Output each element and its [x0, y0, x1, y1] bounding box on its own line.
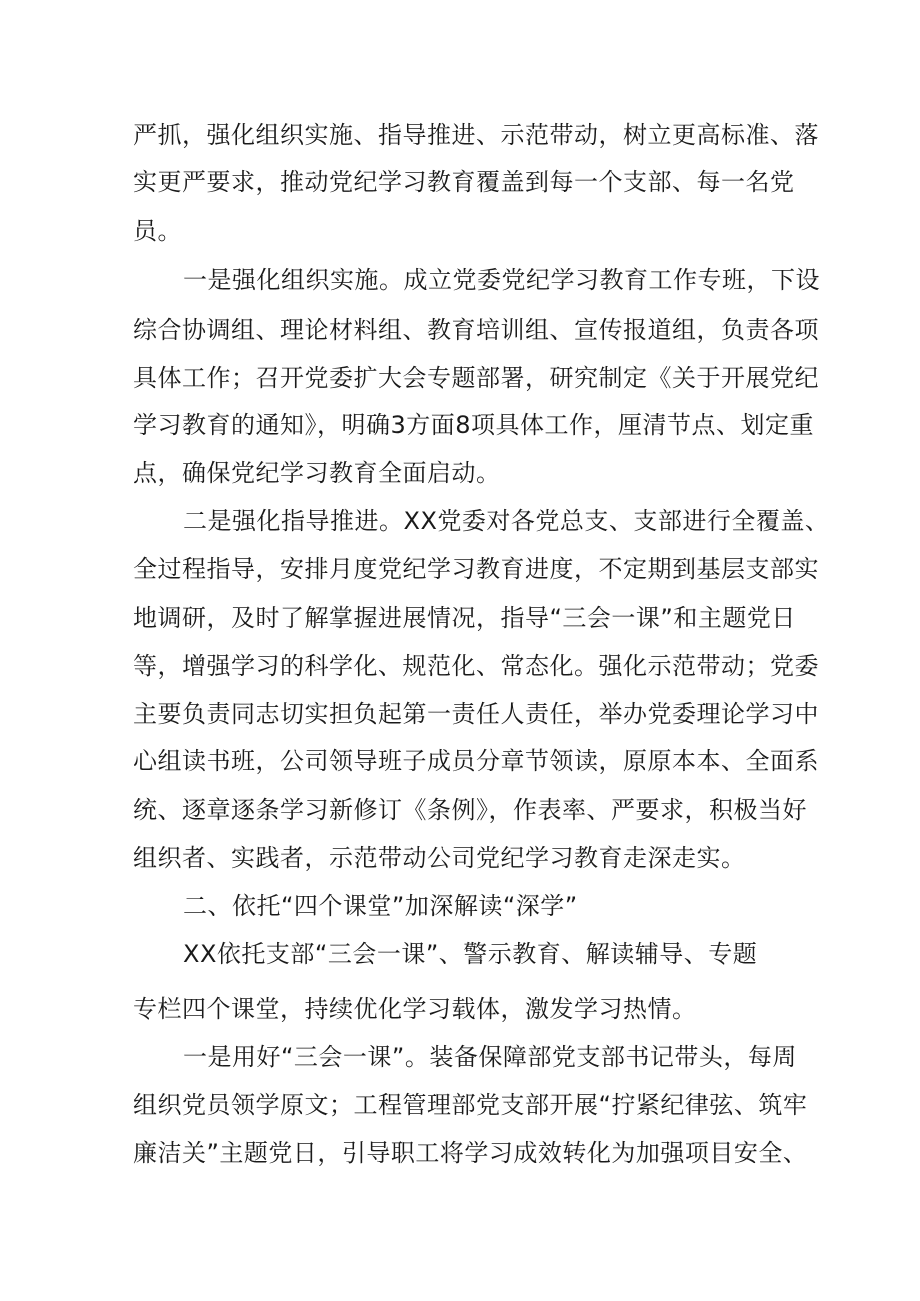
- paragraph-start: 二是强化指导推进。XX党委对各党总支、支部进行全覆盖、: [183, 507, 830, 535]
- text-line: 廉洁关”主题党日，引导职工将学习成效转化为加强项目安全、: [133, 1139, 808, 1167]
- text-line: 组织者、实践者，示范带动公司党纪学习教育走深走实。: [133, 844, 746, 872]
- text-line: 点，确保党纪学习教育全面启动。: [133, 459, 501, 487]
- text-line: 员。: [133, 217, 182, 245]
- text-line: 心组读书班，公司领导班子成员分章节领读，原原本本、全面系: [133, 747, 819, 775]
- paragraph-start: XX依托支部“三会一课”、警示教育、解读辅导、专题: [183, 940, 758, 968]
- paragraph-start: 一是强化组织实施。成立党委党纪学习教育工作专班，下设: [183, 266, 820, 294]
- text-line: 综合协调组、理论材料组、教育培训组、宣传报道组，负责各项: [133, 316, 819, 344]
- text-line: 地调研，及时了解掌握进展情况，指导“三会一课”和主题党日: [133, 604, 796, 632]
- text-line: 学习教育的通知》，明确3方面8项具体工作，厘清节点、划定重: [133, 411, 815, 439]
- text-line: 全过程指导，安排月度党纪学习教育进度，不定期到基层支部实: [133, 555, 819, 583]
- text-line: 统、逐章逐条学习新修订《条例》，作表率、严要求，积极当好: [133, 796, 807, 824]
- text-line: 实更严要求，推动党纪学习教育覆盖到每一个支部、每一名党: [133, 168, 795, 196]
- text-line: 等，增强学习的科学化、规范化、常态化。强化示范带动；党委: [133, 652, 819, 680]
- paragraph-start: 一是用好“三会一课”。装备保障部党支部书记带头，每周: [183, 1043, 797, 1071]
- text-line: 专栏四个课堂，持续优化学习载体，激发学习热情。: [133, 995, 697, 1023]
- text-line: 具体工作；召开党委扩大会专题部署，研究制定《关于开展党纪: [133, 364, 819, 392]
- text-line: 主要负责同志切实担负起第一责任人责任，举办党委理论学习中: [133, 700, 819, 728]
- text-line: 组织党员领学原文；工程管理部党支部开展“拧紧纪律弦、筑牢: [133, 1091, 808, 1119]
- text-line: 严抓，强化组织实施、指导推进、示范带动，树立更高标准、落: [133, 121, 819, 149]
- section-heading: 二、依托“四个课堂”加深解读“深学”: [183, 892, 578, 920]
